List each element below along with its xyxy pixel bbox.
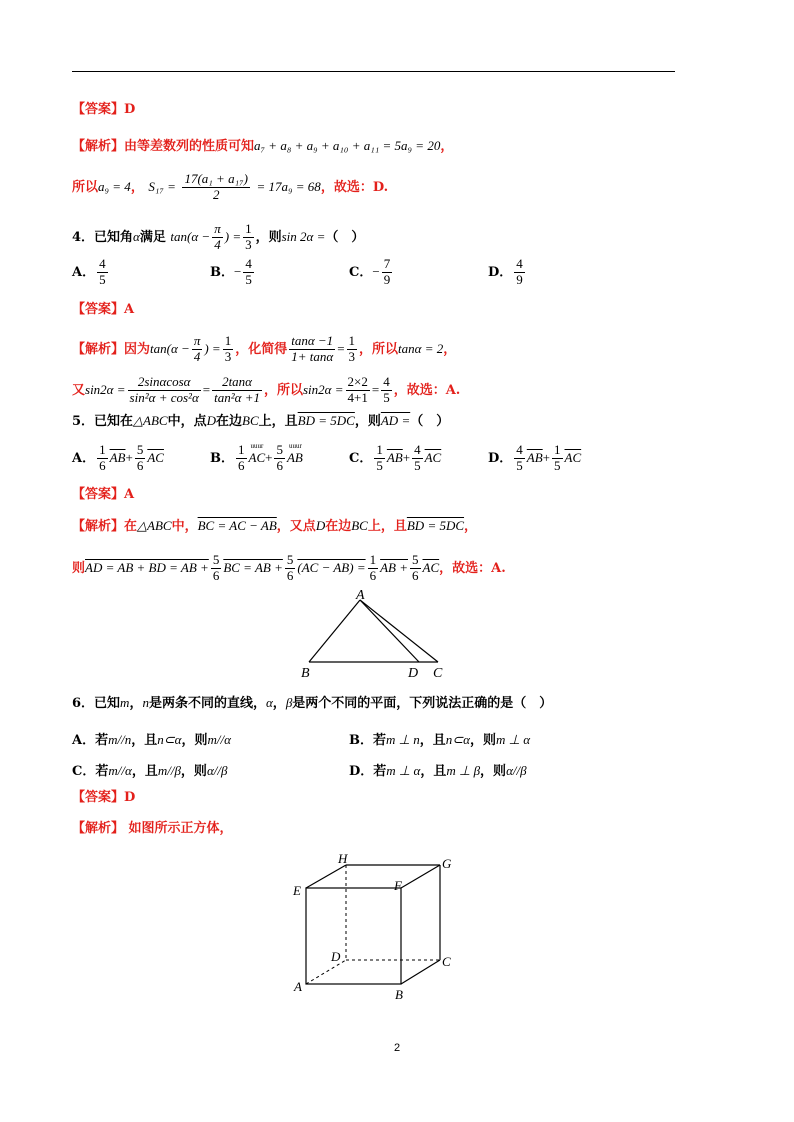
label-a: A (294, 979, 302, 994)
edge-ac (360, 600, 438, 662)
triangle-figure (300, 588, 450, 680)
answer-label: 【答案】 (72, 790, 125, 805)
analysis-text: 由等差数列的性质可知 (124, 139, 255, 154)
q6-analysis-line: 【解析】 如图所示正方体， (72, 821, 233, 836)
fraction: $\frac{\text{17(a₁ + a₁₇)}}{2}$ (184, 171, 248, 202)
edge-eh (306, 865, 346, 888)
q5-analysis-line-1: 【解析】在△ABC中，BC = AC − AB，又点D在边BC上，且BD = 5DC， (72, 518, 478, 534)
edge-bc (401, 960, 440, 984)
answer-value: A (124, 302, 135, 317)
math-expression: S₁₇ = (148, 178, 176, 194)
analysis-label: 【解析】 (72, 821, 125, 836)
analysis-label: 【解析】 (72, 341, 125, 357)
q6-stem: 6．已知m，n是两条不同的直线，α，β是两个不同的平面，下列说法正确的是（ ） (72, 695, 553, 711)
answer-choice: D. (372, 179, 389, 195)
q4-option-a: A． $\frac{4}{5}$ (72, 256, 106, 287)
edge-fg (401, 865, 440, 888)
answer-value: A (124, 487, 135, 502)
header-rule (72, 71, 675, 72)
q4-answer-line (72, 303, 134, 316)
label-c: C (433, 666, 443, 681)
label-d: D (331, 949, 341, 964)
answer-label: 【答案】 (72, 102, 125, 117)
math-expression: a₇ + a₈ + a₉ + a₁₀ + a₁₁ = 5a₉ = 20 (254, 138, 441, 153)
q4-option-b: B．− $\frac{4}{5}$ (210, 256, 252, 287)
q4-option-c: C．− $\frac{7}{9}$ (349, 256, 391, 287)
label-h: H (338, 851, 348, 866)
cube-figure (290, 848, 460, 1004)
answer-label: 【答案】 (72, 487, 125, 502)
q4-analysis-line-2: 又sin2α = $\frac{2\sin\alpha\cos\alpha}{\text{sin²α + cos²α}}$ = $\frac{2\tan\alpha}{\text{tan²α +1}}$ ，所以sin2α = $\frac{2\times 2}{4+1}$ = $\frac{4}{5}$ ，故选：A. (72, 374, 461, 405)
answer-value: D (124, 790, 136, 805)
answer-label: 【答案】 (72, 302, 125, 317)
math-expression: = 17a₉ = 68 (256, 178, 321, 194)
q5-option-a: A． $\frac{1}{6}$ $\overline{AB}+$ $\frac{5}{6}$ $\overline{AC}$ (72, 442, 164, 473)
label-g: G (442, 856, 452, 871)
label-e: E (293, 883, 301, 898)
analysis-label: 【解析】 (72, 139, 125, 154)
q6-option-c: C．若m//α，且m//β，则α//β (72, 763, 228, 779)
q4-option-d: D． $\frac{4}{9}$ (488, 256, 523, 287)
q5-option-d: D． $\frac{4}{5}$ $\overline{AB}+$ $\frac{1}{5}$ $\overline{AC}$ (488, 442, 582, 473)
q5-analysis-line-2: 则AD = AB + BD = AB + $\frac{5}{6}$ BC = AB + $\frac{5}{6}$ (AC − AB) = $\frac{1}{6}$ AB + $\frac{5}{6}$ $\overline{AC}$，故选：A. (72, 552, 506, 583)
q4-analysis-line-1: 【解析】因为tan(α − $\frac{\pi}{4}$ ) = $\frac{1}{3}$ ，化简得 $\frac{\tan\alpha -1}{1+ \tan\alpha}$ = $\frac{1}{3}$ ，所以tanα = 2， (72, 333, 457, 364)
analysis-text: ，故选： (320, 179, 373, 195)
segment-ad (360, 600, 419, 662)
page-number: 2 (393, 1042, 401, 1054)
label-c: C (442, 954, 451, 969)
label-b: B (395, 987, 403, 1002)
q3-analysis-line-2: 所以a₉ = 4， S₁₇ = $\frac{\text{17(a₁ + a₁₇)}}{2}$ = 17a₉ = 68，故选：D. (72, 171, 389, 202)
answer-value: D (124, 102, 136, 117)
question-text: 4．已知角 (72, 229, 134, 245)
q4-stem: 4．已知角α满足 tan(α − $\frac{\pi}{4}$ ) = $\frac{1}{3}$ ，则sin 2α =（ ） (72, 221, 365, 252)
q5-answer-line (72, 488, 134, 501)
q5-option-b: B． $\frac{1}{6}$ uuur AC+ $\frac{5}{6}$ uuur AB (210, 441, 303, 473)
q6-option-b: B．若m ⊥ n，且n⊂α，则m ⊥ α (349, 732, 531, 748)
math-expression: a₉ = 4 (98, 178, 131, 194)
q3-analysis-line-1: 【解析】由等差数列的性质可知a₇ + a₈ + a₉ + a₁₀ + a₁₁ = 5a₉ = 20， (72, 138, 454, 154)
label-d: D (408, 666, 419, 681)
label-a: A (356, 588, 365, 603)
q6-option-d: D．若m ⊥ α，且m ⊥ β，则α//β (349, 763, 527, 779)
label-f: F (394, 878, 402, 893)
q6-answer-line (72, 791, 135, 804)
q3-answer-line (72, 103, 135, 116)
label-b: B (301, 666, 310, 681)
q5-stem: 5．已知在△ABC中，点D在边BC上，且BD = 5DC，则AD =（ ） (72, 413, 450, 429)
q6-option-a: A．若m//n，且n⊂α，则m//α (72, 732, 231, 748)
front-face (306, 888, 401, 984)
edge-ab (309, 600, 360, 662)
q5-option-c: C． $\frac{1}{5}$ $\overline{AB}+$ $\frac{4}{5}$ $\overline{AC}$ (349, 442, 442, 473)
analysis-label: 【解析】 (72, 519, 125, 534)
analysis-text: 所以 (72, 179, 99, 195)
